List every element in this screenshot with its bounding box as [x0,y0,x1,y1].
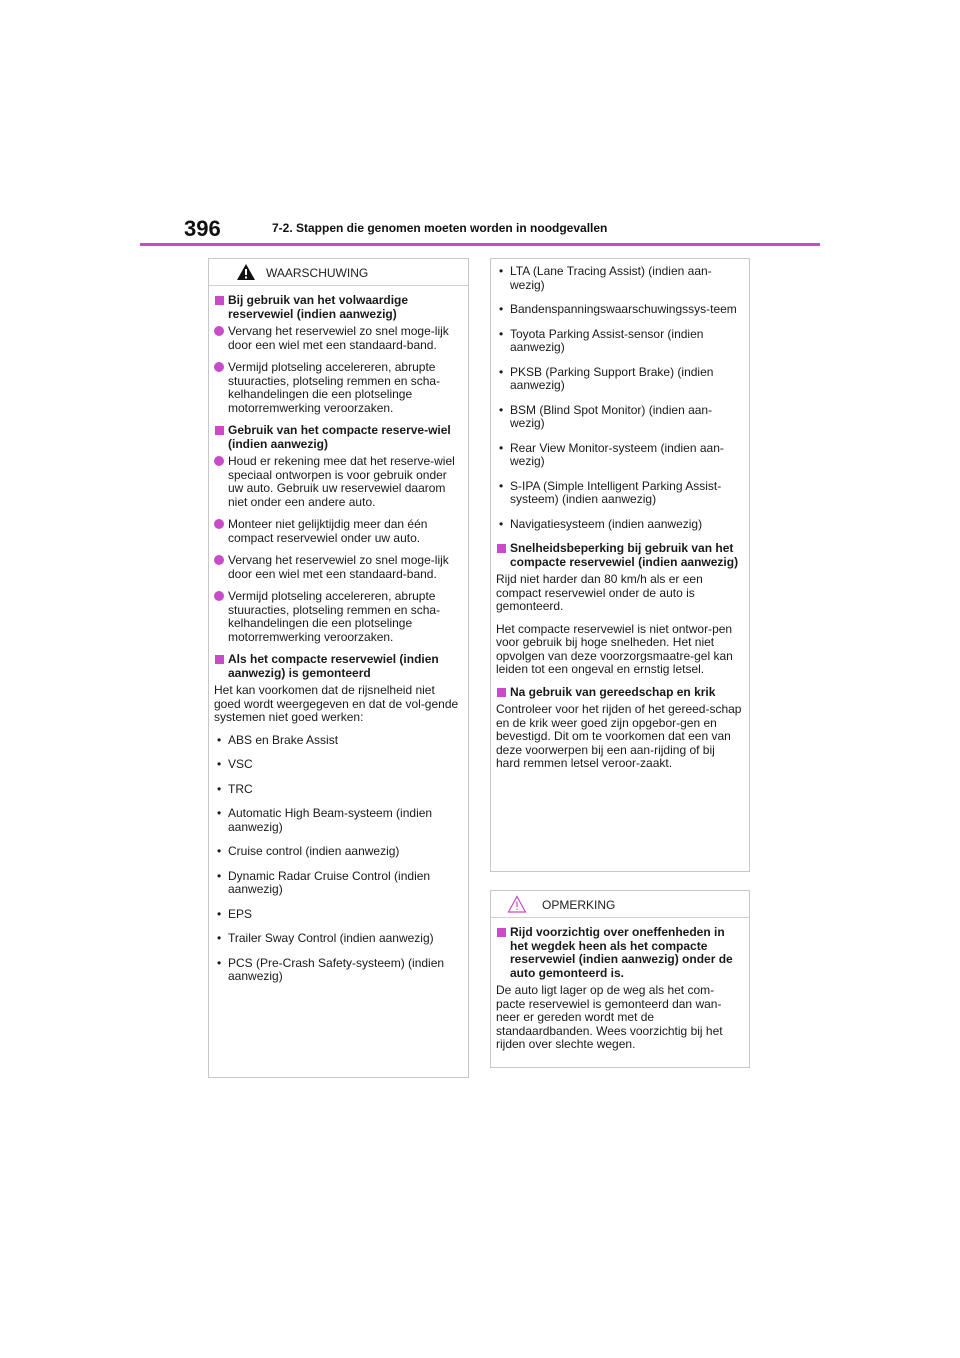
header-rule [140,243,820,246]
circle-bullet-icon [214,362,224,372]
note-label: OPMERKING [542,898,616,912]
warning-box-header [209,259,468,286]
paragraph: De auto ligt lager op de weg als het com-pacte reservewiel is gemonteerd dan wan-neer er gereden wordt met de standaardbanden. Wees voorzichtig bij het rijden over slechte wegen. [496,983,723,1051]
warning-box [208,258,469,1078]
paragraph: Rijd niet harder dan 80 km/h als er een compact reservewiel onder de auto is gemonteerd. [496,572,703,613]
section-heading: Snelheidsbeperking bij gebruik van het compacte reservewiel (indien aanwezig) [496,542,742,569]
list-item: Monteer niet gelijktijdig meer dan één compact reservewiel onder uw auto. [214,518,461,545]
paragraph: Het compacte reservewiel is niet ontwor-pen voor gebruik bij hoge snelheden. Het niet opvolgen van deze voorzorgsmaatre-gel kan leiden tot een ongeval en ernstig letsel. [496,621,733,676]
list-item: Vermijd plotseling accelereren, abrupte stuuracties, plotseling remmen en scha-kelhandelingen die een plotselinge motorremwerking veroorzaken. [214,361,461,415]
bullet-item: • Automatic High Beam-systeem (indien aanwezig) [217,806,433,834]
bullet-item: • LTA (Lane Tracing Assist) (indien aan-wezig) [499,264,712,292]
warning-body-right [491,259,749,786]
square-bullet-icon [215,296,224,305]
bullet-item: • Dynamic Radar Cruise Control (indien aanwezig) [217,868,431,896]
bullet-item: • PKSB (Parking Support Brake) (indien aanwezig) [499,364,714,392]
caution-triangle-icon [507,895,527,913]
bullet-item: • S-IPA (Simple Intelligent Parking Assist-systeem) (indien aanwezig) [499,478,722,506]
square-bullet-icon [497,928,506,937]
list-item: Houd er rekening mee dat het reserve-wiel speciaal ontworpen is voor gebruik onder uw auto. Gebruik uw reservewiel daarom niet onder een andere auto. [214,455,461,509]
bullet-item: • PCS (Pre-Crash Safety-systeem) (indien aanwezig) [217,955,445,983]
paragraph: Controleer voor het rijden of het gereed-schap en de krik weer goed zijn opgebor-gen en bevestigd. Dit om te voorkomen dat een van deze voorwerpen bij een aan-rijding of bij hard remmen letsel veroor-zaakt. [496,702,742,770]
list-item: Vervang het reservewiel zo snel moge-lijk door een wiel met een standaard-band. [214,325,461,352]
bullet-item: • Trailer Sway Control (indien aanwezig) [217,931,434,945]
circle-bullet-icon [214,591,224,601]
section-heading: Als het compacte reservewiel (indien aanwezig) is gemonteerd [214,653,461,680]
bullet-item: • VSC [217,757,253,771]
bullet-item: • TRC [217,781,253,796]
circle-bullet-icon [214,326,224,336]
warning-triangle-icon [236,263,256,281]
section-heading: Bij gebruik van het volwaardige reservewiel (indien aanwezig) [214,294,461,321]
bullet-item: • Rear View Monitor-systeem (indien aan-wezig) [499,440,724,468]
bullet-item: • EPS [217,906,253,921]
section-heading: Rijd voorzichtig over oneffenheden in het wegdek heen als het compacte reservewiel (indien aanwezig) onder de auto gemonteerd is. [496,926,742,980]
section-title: 7-2. Stappen die genomen moeten worden in noodgevallen [272,221,608,235]
circle-bullet-icon [214,555,224,565]
note-body [491,918,749,1067]
bullet-item: • Navigatiesysteem (indien aanwezig) [499,516,703,531]
list-item: Vervang het reservewiel zo snel moge-lijk door een wiel met een standaard-band. [214,554,461,581]
warning-label: WAARSCHUWING [266,266,369,280]
bullet-item: • Cruise control (indien aanwezig) [217,844,400,858]
square-bullet-icon [215,655,224,664]
bullet-item: • Bandenspanningswaarschuwingssys-teem [499,302,737,316]
paragraph: Het kan voorkomen dat de rijsnelheid niet goed wordt weergegeven en dat de vol-gende systemen niet goed werken: [214,683,459,724]
circle-bullet-icon [214,456,224,466]
page-number: 396 [184,216,221,241]
page-header [140,212,820,248]
section-heading: Na gebruik van gereedschap en krik [496,686,742,700]
note-box-header [491,891,749,918]
square-bullet-icon [497,544,506,553]
list-item: Vermijd plotseling accelereren, abrupte stuuracties, plotseling remmen en scha-kelhandelingen die een plotselinge motorremwerking veroorzaken. [214,590,461,644]
square-bullet-icon [497,688,506,697]
bullet-item: • ABS en Brake Assist [217,732,339,747]
square-bullet-icon [215,426,224,435]
bullet-item: • BSM (Blind Spot Monitor) (indien aan-wezig) [499,402,713,430]
note-box [490,890,750,1068]
warning-body-left [209,286,468,1001]
bullet-item: • Toyota Parking Assist-sensor (indien aanwezig) [499,326,704,354]
section-heading: Gebruik van het compacte reserve-wiel (indien aanwezig) [214,424,461,451]
warning-box-continued [490,258,750,872]
circle-bullet-icon [214,519,224,529]
